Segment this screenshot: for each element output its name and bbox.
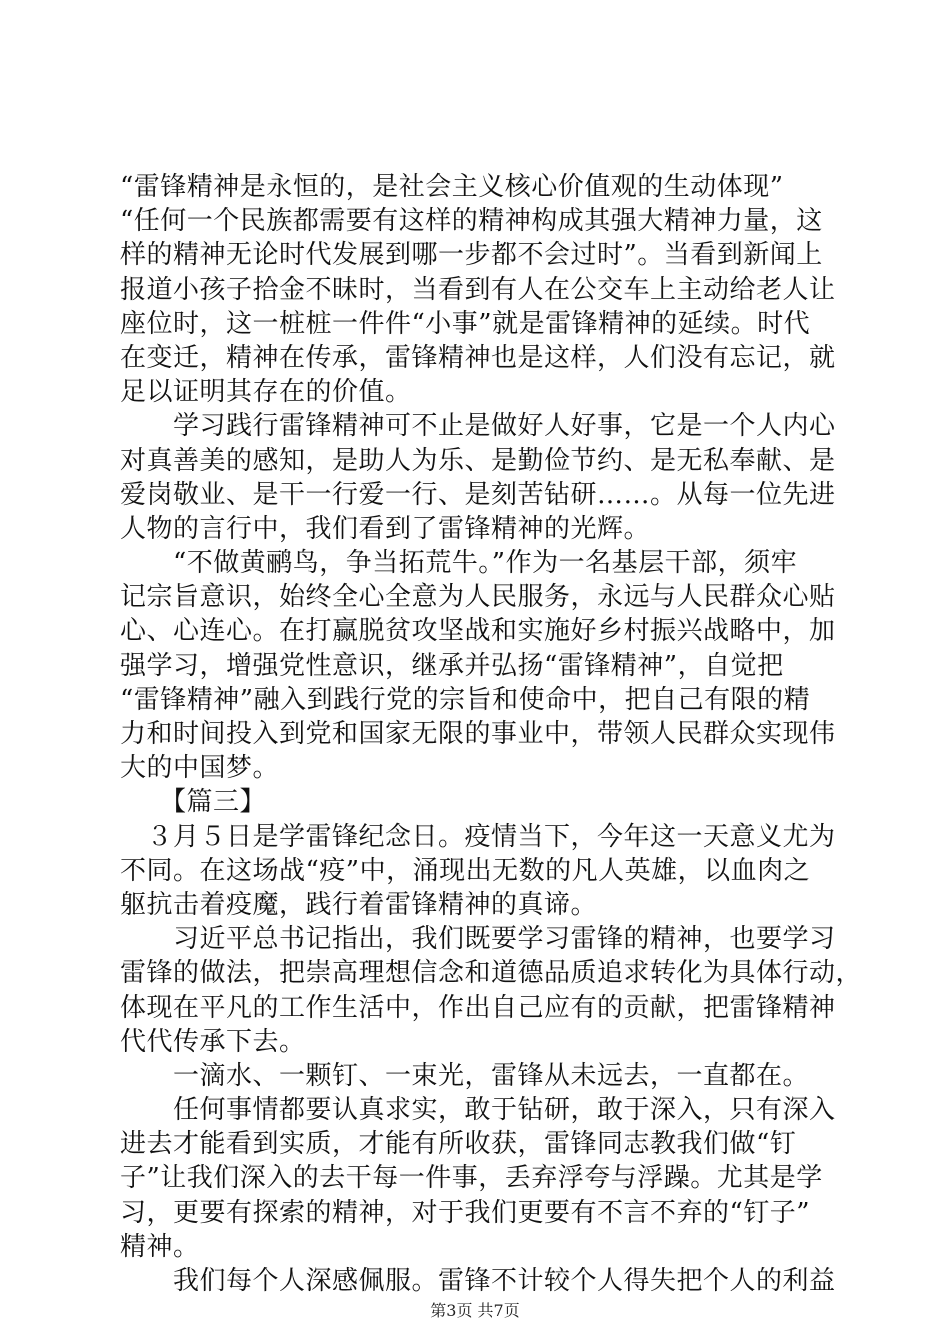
text-line: “雷锋精神是永恒的，是社会主义核心价值观的生动体现” <box>120 172 784 202</box>
text-line: 样的精神无论时代发展到哪一步都不会过时”。当看到新闻上 <box>120 240 823 271</box>
text-line: 任何事情都要认真求实，敢于钻研，敢于深入，只有深入 <box>120 1095 836 1126</box>
text-line: 子”让我们深入的去干每一件事，丢弃浮夸与浮躁。尤其是学 <box>120 1163 823 1194</box>
text-line: 大的中国梦。 <box>120 753 280 784</box>
text-line: ３月５日是学雷锋纪念日。疫情当下，今年这一天意义尤为 <box>120 821 836 852</box>
text-line: 精神。 <box>120 1231 200 1262</box>
text-line: 对真善美的感知，是助人为乐、是勤俭节约、是无私奉献、是 <box>120 445 836 476</box>
text-line: 报道小孩子拾金不昧时，当看到有人在公交车上主动给老人让 <box>120 274 836 305</box>
text-line: “雷锋精神”融入到践行党的宗旨和使命中，把自己有限的精 <box>120 684 811 715</box>
text-line: 习，更要有探索的精神，对于我们更要有不言不弃的“钉子” <box>120 1197 811 1228</box>
body-text <box>120 170 863 1298</box>
text-line: 躯抗击着疫魔，践行着雷锋精神的真谛。 <box>120 889 598 920</box>
text-line: 习近平总书记指出，我们既要学习雷锋的精神，也要学习 <box>120 924 836 955</box>
text-line: 我们每个人深感佩服。雷锋不计较个人得失把个人的利益 <box>120 1266 836 1296</box>
text-line: 不同。在这场战“疫”中，涌现出无数的凡人英雄，以血肉之 <box>120 855 811 886</box>
text-line: 进去才能看到实质，才能有所收获，雷锋同志教我们做“钉 <box>120 1129 797 1160</box>
text-line: 记宗旨意识，始终全心全意为人民服务，永远与人民群众心贴 <box>120 582 836 613</box>
text-line: 【篇三】 <box>120 787 267 818</box>
text-line: 力和时间投入到党和国家无限的事业中，带领人民群众实现伟 <box>120 719 836 749</box>
text-line: 代代传承下去。 <box>120 1026 306 1057</box>
text-line: 一滴水、一颗钉、一束光，雷锋从未远去，一直都在。 <box>120 1060 810 1091</box>
page-footer: 第3页 共7页 <box>430 1301 520 1320</box>
text-line: 心、心连心。在打赢脱贫攻坚战和实施好乡村振兴战略中，加 <box>120 616 836 647</box>
text-line: 座位时，这一桩桩一件件“小事”就是雷锋精神的延续。时代 <box>120 308 811 339</box>
text-line: 人物的言行中，我们看到了雷锋精神的光辉。 <box>120 513 651 544</box>
text-line: 学习践行雷锋精神可不止是做好人好事，它是一个人内心 <box>120 411 836 442</box>
text-line: 足以证明其存在的价值。 <box>120 377 412 408</box>
text-line: 爱岗敬业、是干一行爱一行、是刻苦钻研……。从每一位先进 <box>120 479 836 510</box>
text-line: “不做黄鹂鸟，争当拓荒牛。”作为一名基层干部，须牢 <box>120 548 798 579</box>
text-line: 在变迁，精神在传承，雷锋精神也是这样，人们没有忘记，就 <box>120 342 836 373</box>
text-line: “任何一个民族都需要有这样的精神构成其强大精神力量，这 <box>120 206 823 237</box>
text-line: 雷锋的做法，把崇高理想信念和道德品质追求转化为具体行动， <box>120 958 863 989</box>
text-line: 体现在平凡的工作生活中，作出自己应有的贡献，把雷锋精神 <box>120 992 836 1023</box>
text-line: 强学习，增强党性意识，继承并弘扬“雷锋精神”，自觉把 <box>120 650 784 681</box>
